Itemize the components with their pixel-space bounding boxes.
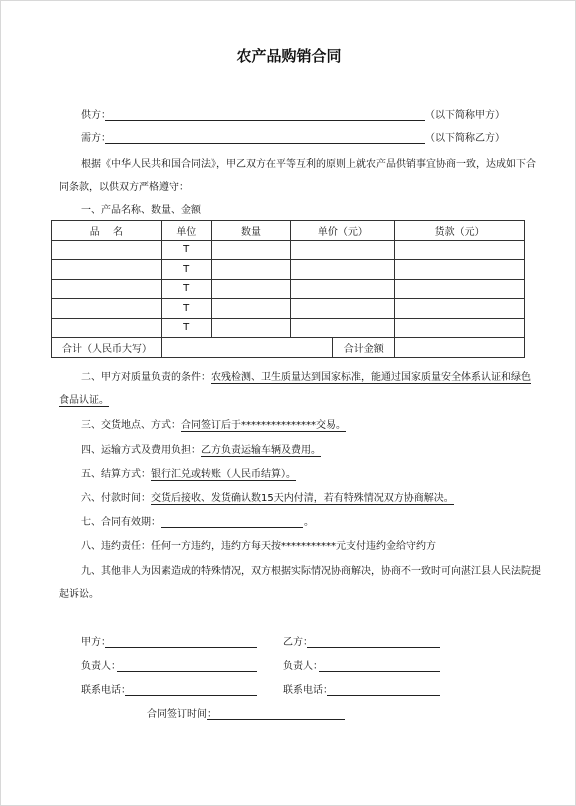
cell-unit-price[interactable] xyxy=(291,318,395,338)
table-header-row xyxy=(52,221,525,241)
clause-2-text-cont: 食品认证。 xyxy=(59,395,109,406)
party-b-label: 乙方： xyxy=(283,637,313,648)
cell-name[interactable] xyxy=(52,299,162,319)
total-label: 合计（人民币大写） xyxy=(52,338,162,358)
party-a-field[interactable] xyxy=(105,636,257,648)
total-amount-cell[interactable] xyxy=(395,338,525,358)
header-quantity: 数量 xyxy=(211,221,291,241)
phone-b-label: 联系电话： xyxy=(283,685,333,696)
validity-field[interactable] xyxy=(161,516,303,528)
clause-7-end: 。 xyxy=(304,517,314,528)
clause-5 xyxy=(81,468,296,481)
cell-unit: T xyxy=(161,318,211,338)
clause-3-text: 合同签订后于***************交易。 xyxy=(181,420,346,431)
clause-9-line-2: 起诉讼。 xyxy=(59,589,99,600)
header-name: 品 名 xyxy=(52,221,162,241)
cell-name[interactable] xyxy=(52,260,162,280)
sign-date-field[interactable] xyxy=(207,708,345,720)
cell-payment[interactable] xyxy=(395,260,525,280)
cell-quantity[interactable] xyxy=(211,240,291,260)
phone-b-field[interactable] xyxy=(327,684,440,696)
table-row xyxy=(52,299,525,319)
intro-line-2: 同条款，以供双方严格遵守： xyxy=(59,182,189,193)
cell-name[interactable] xyxy=(52,240,162,260)
buyer-note: （以下简称乙方） xyxy=(425,133,505,144)
cell-quantity[interactable] xyxy=(211,318,291,338)
phone-a-label: 联系电话： xyxy=(81,685,131,696)
cell-payment[interactable] xyxy=(395,299,525,319)
cell-unit: T xyxy=(161,260,211,280)
cell-quantity[interactable] xyxy=(211,279,291,299)
cell-unit: T xyxy=(161,279,211,299)
clause-2-line-2 xyxy=(59,394,109,407)
clause-8: 八、违约责任：任何一方违约，违约方每天按***********元支付违约金给守约方 xyxy=(81,541,436,552)
supplier-label: 供方： xyxy=(81,110,111,121)
cell-payment[interactable] xyxy=(395,279,525,299)
clause-6 xyxy=(81,492,454,505)
cell-unit-price[interactable] xyxy=(291,279,395,299)
section-1-heading: 一、产品名称、数量、金额 xyxy=(81,205,201,216)
table-total-row xyxy=(52,338,525,358)
cell-unit-price[interactable] xyxy=(291,299,395,319)
party-b-field[interactable] xyxy=(307,636,440,648)
cell-name[interactable] xyxy=(52,279,162,299)
cell-payment[interactable] xyxy=(395,240,525,260)
header-unit: 单位 xyxy=(161,221,211,241)
clause-9-line-1: 九、其他非人为因素造成的特殊情况，双方根据实际情况协商解决，协商不一致时可向湛江县人民法院提 xyxy=(81,566,541,577)
table-row xyxy=(52,260,525,280)
table-row xyxy=(52,318,525,338)
person-a-field[interactable] xyxy=(117,660,257,672)
cell-quantity[interactable] xyxy=(211,260,291,280)
clause-2-label: 二、甲方对质量负责的条件： xyxy=(81,372,211,383)
table-row xyxy=(52,279,525,299)
clause-5-text: 银行汇兑或转账（人民币结算）。 xyxy=(151,469,296,480)
clause-2-line-1 xyxy=(81,371,531,384)
buyer-label: 需方： xyxy=(81,133,111,144)
header-unit-price: 单价（元） xyxy=(291,221,395,241)
clause-7 xyxy=(81,516,161,529)
table-row xyxy=(52,240,525,260)
supplier-note: （以下简称甲方） xyxy=(425,110,505,121)
cell-name[interactable] xyxy=(52,318,162,338)
clause-7-label: 七、合同有效期： xyxy=(81,517,161,528)
total-uppercase-cell[interactable] xyxy=(161,338,333,358)
cell-unit: T xyxy=(161,240,211,260)
cell-unit: T xyxy=(161,299,211,319)
clause-6-label: 六、付款时间： xyxy=(81,493,151,504)
sign-date-label: 合同签订时间： xyxy=(147,709,217,720)
clause-3 xyxy=(81,419,346,432)
party-a-label: 甲方： xyxy=(81,637,111,648)
cell-unit-price[interactable] xyxy=(291,260,395,280)
cell-quantity[interactable] xyxy=(211,299,291,319)
clause-5-label: 五、结算方式： xyxy=(81,469,151,480)
person-a-label: 负责人： xyxy=(81,661,121,672)
cell-payment[interactable] xyxy=(395,318,525,338)
buyer-field[interactable] xyxy=(105,132,425,144)
intro-line-1: 根据《中华人民共和国合同法》，甲乙双方在平等互利的原则上就农产品供销事宜协商一致，达成如下合 xyxy=(81,159,536,170)
clause-2-text: 农残检测、卫生质量达到国家标准，能通过国家质量安全体系认证和绿色 xyxy=(211,372,531,383)
phone-a-field[interactable] xyxy=(125,684,257,696)
total-amount-label: 合计金额 xyxy=(333,338,395,358)
clause-3-label: 三、交货地点、方式： xyxy=(81,420,181,431)
clause-6-text: 交货后接收、发货确认数15天内付清，若有特殊情况双方协商解决。 xyxy=(151,493,454,504)
cell-unit-price[interactable] xyxy=(291,240,395,260)
clause-4 xyxy=(81,444,321,457)
page-title: 农产品购销合同 xyxy=(236,47,342,65)
supplier-field[interactable] xyxy=(105,109,425,121)
person-b-label: 负责人： xyxy=(283,661,323,672)
goods-table xyxy=(51,220,525,358)
header-payment: 货款（元） xyxy=(395,221,525,241)
person-b-field[interactable] xyxy=(319,660,440,672)
clause-4-label: 四、运输方式及费用负担： xyxy=(81,445,201,456)
clause-4-text: 乙方负责运输车辆及费用。 xyxy=(201,445,321,456)
